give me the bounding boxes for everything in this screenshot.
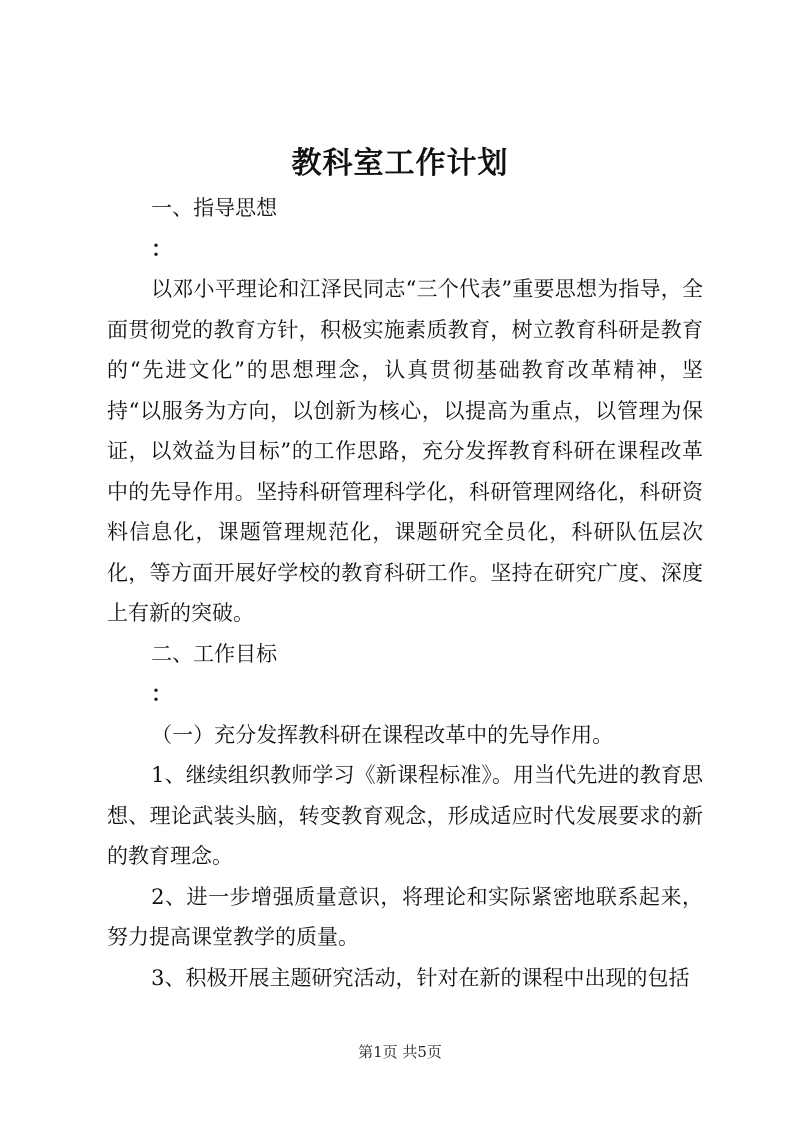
- document-title: 教科室工作计划: [291, 146, 509, 181]
- section-heading-work-goals: 二、工作目标: [151, 641, 278, 666]
- list-item-3: 3、积极开展主题研究活动，针对在新的课程中出现的包括: [151, 965, 690, 990]
- subheading-one: （一）充分发挥教科研在课程改革中的先导作用。: [151, 722, 614, 747]
- page-footer: 第1页 共5页: [358, 1043, 442, 1061]
- list-item-2: 2、进一步增强质量意识，将理论和实际紧密地联系起来，努力提高课堂教学的质量。: [107, 884, 703, 949]
- colon-line: ：: [151, 235, 173, 261]
- section-heading-guiding-ideology: 一、指导思想: [151, 196, 278, 220]
- colon-line: ：: [151, 681, 173, 706]
- document-body: [107, 188, 703, 998]
- list-item-1: 1、继续组织教师学习《新课程标准》。用当代先进的教育思想、理论武装头脑，转变教育观念，形成适应时代发展要求的新的教育理念。: [107, 763, 703, 868]
- paragraph-guiding-ideology: 以邓小平理论和江泽民同志“三个代表”重要思想为指导，全面贯彻党的教育方针，积极实施素质教育，树立教育科研是教育的“先进文化”的思想理念，认真贯彻基础教育改革精神，坚持“以服务为方向，以创新为核心，以提高为重点，以管理为保证，以效益为目标”的工作思路，充分发挥教育科研在课程改革中的先导作用。坚持科研管理科学化，科研管理网络化，科研资料信息化，课题管理规范化，课题研究全员化，科研队伍层次化，等方面开展好学校的教育科研工作。坚持在研究广度、深度上有新的突破。: [107, 277, 703, 625]
